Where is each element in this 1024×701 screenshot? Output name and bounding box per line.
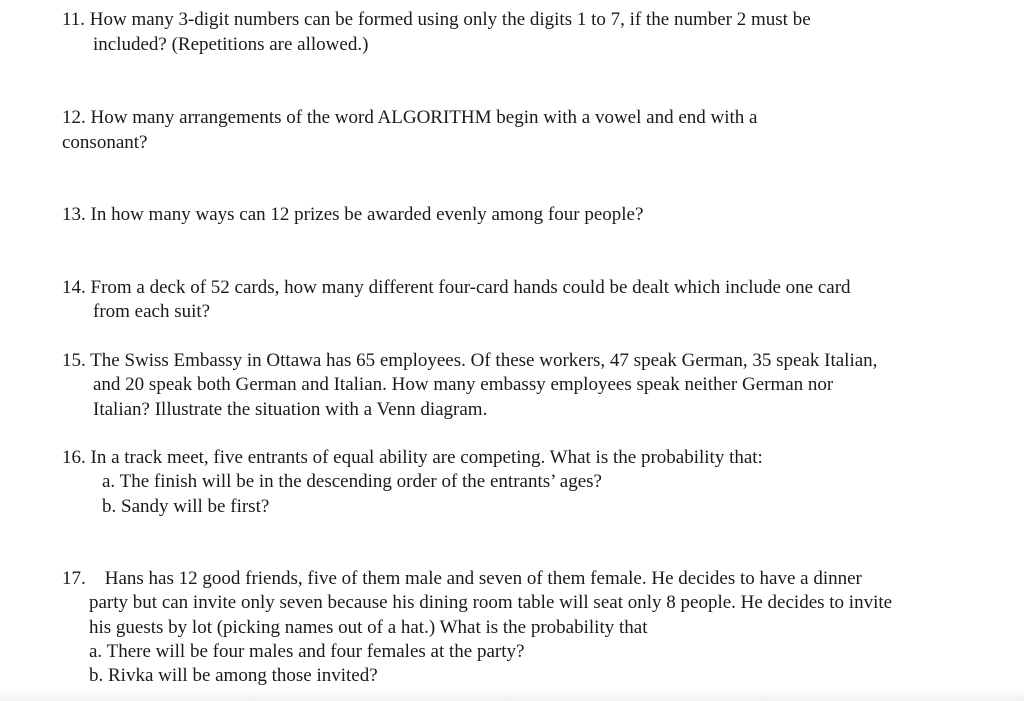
question-16-part-b: b. Sandy will be first? (102, 496, 270, 517)
question-11-line-2: included? (Repetitions are allowed.) (93, 34, 369, 55)
question-12-line-2: consonant? (62, 132, 148, 153)
question-15-line-1: 15. The Swiss Embassy in Ottawa has 65 employees. Of these workers, 47 speak German, 35 speak Italian, (62, 350, 878, 371)
question-14-line-2: from each suit? (93, 301, 211, 322)
question-17-line-2: party but can invite only seven because his dining room table will seat only 8 people. He decides to invite (89, 592, 893, 613)
page-bottom-edge (0, 689, 1024, 701)
question-12-line-1: 12. How many arrangements of the word ALGORITHM begin with a vowel and end with a (62, 107, 758, 128)
question-16-line-1: 16. In a track meet, five entrants of equal ability are competing. What is the probability that: (62, 447, 763, 468)
question-17-line-1: 17. Hans has 12 good friends, five of them male and seven of them female. He decides to have a dinner (62, 568, 862, 589)
question-13-line-1: 13. In how many ways can 12 prizes be awarded evenly among four people? (62, 204, 644, 225)
question-14-line-1: 14. From a deck of 52 cards, how many different four-card hands could be dealt which include one card (62, 277, 851, 298)
question-15-line-3: Italian? Illustrate the situation with a Venn diagram. (93, 399, 488, 420)
question-16-part-a: a. The finish will be in the descending order of the entrants’ ages? (102, 471, 602, 492)
question-17-part-b: b. Rivka will be among those invited? (89, 665, 378, 686)
question-11-line-1: 11. How many 3-digit numbers can be formed using only the digits 1 to 7, if the number 2 must be (62, 9, 811, 30)
question-17-part-a: a. There will be four males and four females at the party? (89, 641, 525, 662)
question-17-line-3: his guests by lot (picking names out of a hat.) What is the probability that (89, 617, 648, 638)
question-15-line-2: and 20 speak both German and Italian. How many embassy employees speak neither German nor (93, 374, 834, 395)
